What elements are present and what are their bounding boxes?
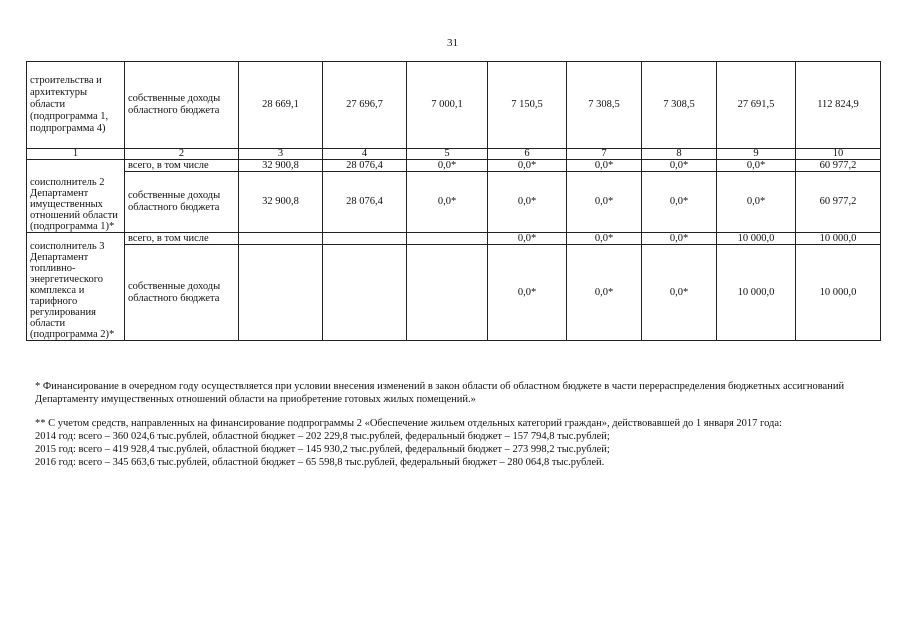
value-cell: 0,0* <box>567 233 642 245</box>
value-cell: 0,0* <box>642 160 717 172</box>
source-cell: собственные доходы областного бюджета <box>125 62 239 149</box>
table-row <box>27 245 881 341</box>
footnotes <box>35 380 875 469</box>
value-cell: 7 150,5 <box>488 62 567 149</box>
value-cell: 0,0* <box>567 245 642 341</box>
value-cell: 0,0* <box>488 245 567 341</box>
value-cell: 60 977,2 <box>796 172 881 233</box>
value-cell: 0,0* <box>488 172 567 233</box>
value-cell: 28 669,1 <box>239 62 323 149</box>
footnote-line-2015: 2015 год: всего – 419 928,4 тыс.рублей, областной бюджет – 145 930,2 тыс.рублей, федеральный бюджет – 273 998,2 тыс.рублей; <box>35 444 610 455</box>
value-cell <box>323 233 407 245</box>
value-cell <box>323 245 407 341</box>
value-cell: 0,0* <box>717 172 796 233</box>
source-cell: собственные доходы областного бюджета <box>125 172 239 233</box>
value-cell: 7 000,1 <box>407 62 488 149</box>
value-cell: 28 076,4 <box>323 172 407 233</box>
total-label: всего, в том числе <box>125 233 239 245</box>
footnote-line-2014: 2014 год: всего – 360 024,6 тыс.рублей, областной бюджет – 202 229,8 тыс.рублей, федеральный бюджет – 157 794,8 тыс.рублей; <box>35 431 610 442</box>
value-cell: 7 308,5 <box>642 62 717 149</box>
column-number: 6 <box>488 149 567 160</box>
column-number: 9 <box>717 149 796 160</box>
value-cell: 0,0* <box>567 172 642 233</box>
value-cell: 32 900,8 <box>239 172 323 233</box>
column-number: 2 <box>125 149 239 160</box>
value-cell: 27 691,5 <box>717 62 796 149</box>
footnote-line-2016: 2016 год: всего – 345 663,6 тыс.рублей, областной бюджет – 65 598,8 тыс.рублей, федеральный бюджет – 280 064,8 тыс.рублей. <box>35 457 605 468</box>
value-cell: 0,0* <box>717 160 796 172</box>
value-cell: 10 000,0 <box>796 233 881 245</box>
budget-table <box>26 61 881 341</box>
column-number: 7 <box>567 149 642 160</box>
value-cell <box>239 233 323 245</box>
value-cell <box>407 245 488 341</box>
value-cell: 32 900,8 <box>239 160 323 172</box>
table-row <box>27 233 881 245</box>
column-number: 5 <box>407 149 488 160</box>
column-number: 3 <box>239 149 323 160</box>
value-cell: 0,0* <box>407 172 488 233</box>
value-cell: 112 824,9 <box>796 62 881 149</box>
value-cell: 27 696,7 <box>323 62 407 149</box>
column-number: 8 <box>642 149 717 160</box>
footnote-single-star: * Финансирование в очередном году осуществляется при условии внесения изменений в закон области об областном бюджете в части перераспределения бюджетных ассигнований Департаменту имущественных отношений области на приобретение готовых жилых помещений.» <box>35 381 845 405</box>
value-cell: 0,0* <box>488 160 567 172</box>
column-number: 10 <box>796 149 881 160</box>
value-cell: 0,0* <box>642 245 717 341</box>
value-cell: 10 000,0 <box>717 233 796 245</box>
value-cell <box>239 245 323 341</box>
column-number: 1 <box>27 149 125 160</box>
column-number: 4 <box>323 149 407 160</box>
value-cell: 0,0* <box>407 160 488 172</box>
executor-cell: соисполнитель 3 Департамент топливно-энергетического комплекса и тарифного регулирования области (подпрограмма 2)* <box>27 233 125 341</box>
value-cell <box>407 233 488 245</box>
value-cell: 0,0* <box>567 160 642 172</box>
executor-cell: строительства и архитектуры области (подпрограмма 1, подпрограмма 4) <box>27 62 125 149</box>
value-cell: 60 977,2 <box>796 160 881 172</box>
value-cell: 28 076,4 <box>323 160 407 172</box>
table-row <box>27 172 881 233</box>
value-cell: 10 000,0 <box>717 245 796 341</box>
value-cell: 10 000,0 <box>796 245 881 341</box>
page-number: 31 <box>447 37 458 49</box>
executor-cell: соисполнитель 2 Департамент имущественных отношений области (подпрограмма 1)* <box>27 160 125 233</box>
table-row <box>27 160 881 172</box>
table-row <box>27 62 881 149</box>
value-cell: 0,0* <box>642 172 717 233</box>
column-number-row <box>27 149 881 160</box>
footnote-double-star: ** С учетом средств, направленных на финансирование подпрограммы 2 «Обеспечение жильем отдельных категорий граждан», действовавшей до 1 января 2017 года: <box>35 418 782 429</box>
value-cell: 0,0* <box>642 233 717 245</box>
value-cell: 7 308,5 <box>567 62 642 149</box>
source-cell: собственные доходы областного бюджета <box>125 245 239 341</box>
total-label: всего, в том числе <box>125 160 239 172</box>
value-cell: 0,0* <box>488 233 567 245</box>
